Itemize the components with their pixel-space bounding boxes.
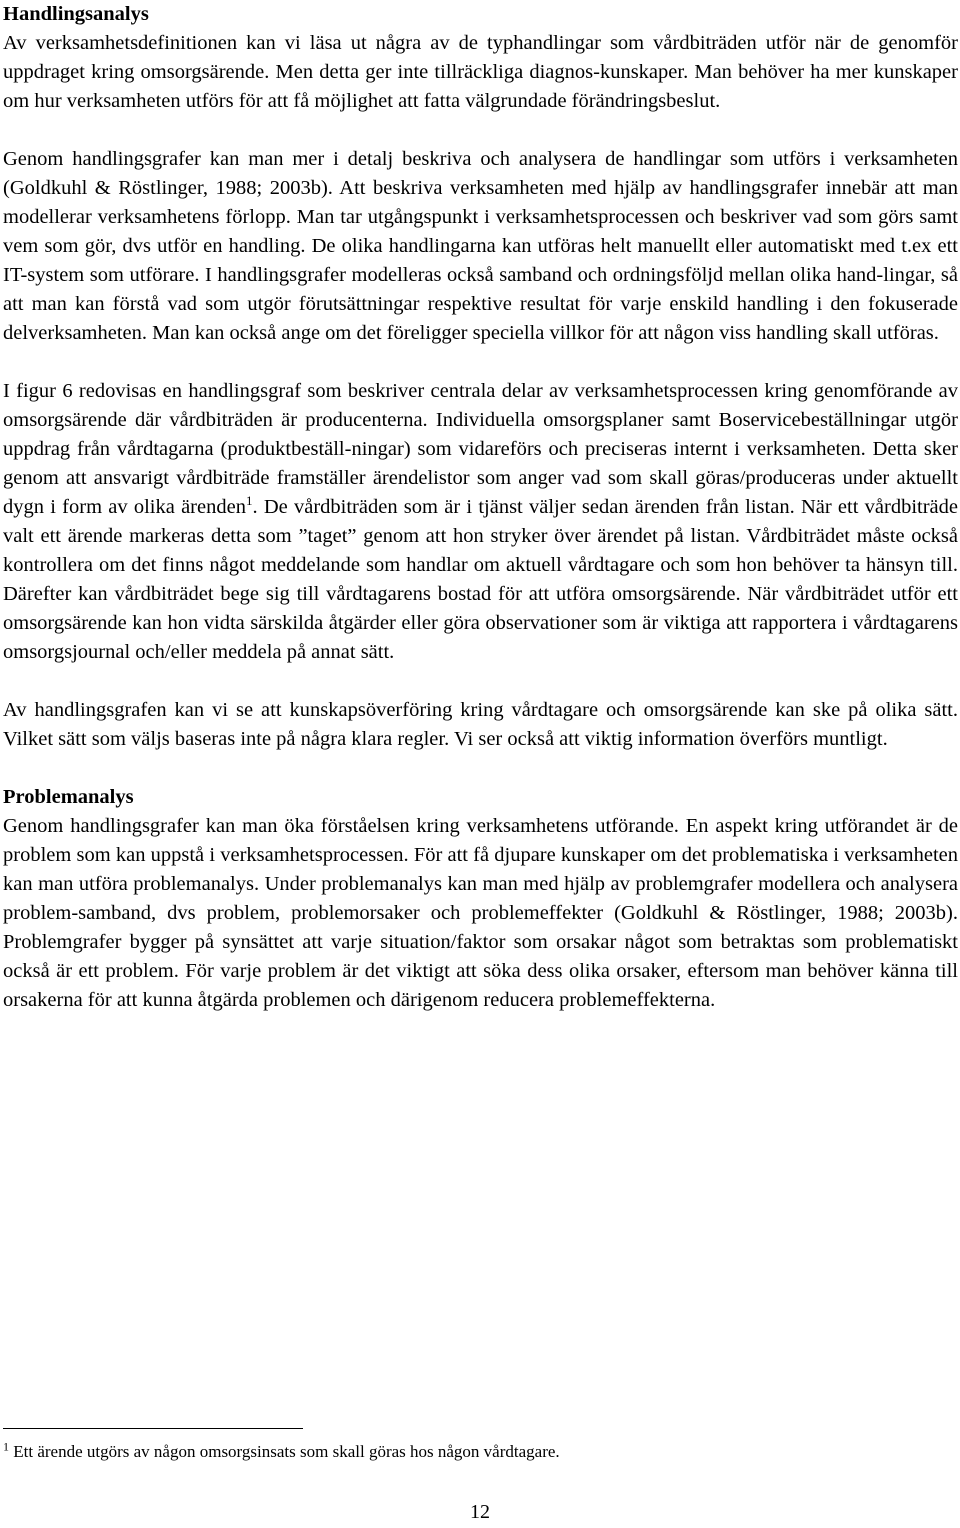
section-heading-problemanalys: Problemanalys bbox=[3, 786, 134, 808]
paragraph bbox=[3, 377, 958, 667]
footnote-marker: 1 bbox=[3, 1439, 9, 1454]
paragraph-text: I figur 6 redovisas en handlingsgraf som beskriver centrala delar av verksamhetsprocessen kring genomförande av omsorgsärende där vårdbiträden är producenterna. Individuella omsorgsplaner samt Boservicebeställningar utgör uppdrag från vårdtagarna (produktbeställ-ningar) som vidareförs och preciseras internt i verksamheten. Detta sker genom att ansvarigt vårdbiträde framställer ärendelistor som anger vad som skall göras/produceras under aktuellt dygn i form av olika ärenden bbox=[3, 380, 958, 518]
paragraph-gap bbox=[3, 667, 958, 696]
footnote-text: Ett ärende utgörs av någon omsorgsinsats som skall göras hos någon vårdtagare. bbox=[9, 1442, 560, 1461]
paragraph-gap bbox=[3, 754, 958, 783]
section-heading-handlingsanalys: Handlingsanalys bbox=[3, 3, 149, 25]
paragraph-gap bbox=[3, 348, 958, 377]
paragraph: Av handlingsgrafen kan vi se att kunskapsöverföring kring vårdtagare och omsorgsärende kan ske på olika sätt. Vilket sätt som väljs baseras inte på några klara regler. Vi ser också att viktig information överförs muntligt. bbox=[3, 699, 958, 750]
paragraph: Genom handlingsgrafer kan man öka förståelsen kring verksamhetens utförande. En aspekt kring utförandet är de problem som kan uppstå i verksamhetsprocessen. För att få djupare kunskaper om det problematiska i verksamheten kan man utföra problemanalys. Under problemanalys kan man med hjälp av problemgrafer modellera och analysera problem-samband, dvs problem, problemorsaker och problemeffekter (Goldkuhl & Röstlinger, 1988; 2003b). Problemgrafer bygger på synsättet att varje situation/faktor som orsakar något som betraktas som problematiskt också är ett problem. För varje problem är det viktigt att söka dess olika orsaker, eftersom man behöver känna till orsakerna för att kunna åtgärda problemen och därigenom reducera problemeffekterna. bbox=[3, 815, 958, 1011]
footnote bbox=[3, 1440, 903, 1464]
footnote-separator bbox=[3, 1428, 303, 1429]
page-number: 12 bbox=[470, 1501, 490, 1523]
paragraph-text: . De vårdbiträden som är i tjänst väljer sedan ärenden från listan. När ett vårdbiträde valt ett ärende markeras detta som ”taget” genom att hon stryker över ärendet på listan. Vårdbiträdet måste också kontrollera om det finns något meddelande som handlar om aktuell vårdtagare och som hon behöver ta hänsyn till. Därefter kan vårdbiträdet bege sig till vårdtagarens bostad för att utföra omsorgsärende. När vårdbiträdet utför ett omsorgsärende kan hon vidta särskilda åtgärder eller göra observationer som är viktiga att rapportera i vårdtagarens omsorgsjournal och/eller meddela på annat sätt. bbox=[3, 496, 958, 663]
paragraph: Av verksamhetsdefinitionen kan vi läsa ut några av de typhandlingar som vårdbiträden utför när de genomför uppdraget kring omsorgsärende. Men detta ger inte tillräckliga diagnos-kunskaper. Man behöver ha mer kunskaper om hur verksamheten utförs för att få möjlighet att fatta välgrundade förändringsbeslut. bbox=[3, 32, 958, 112]
document-page bbox=[3, 0, 958, 1015]
paragraph: Genom handlingsgrafer kan man mer i detalj beskriva och analysera de handlingar som utförs i verksamheten (Goldkuhl & Röstlinger, 1988; 2003b). Att beskriva verksamheten med hjälp av handlingsgrafer innebär att man modellerar verksamhetens förlopp. Man tar utgångspunkt i verksamhetsprocessen och beskriver vad som görs samt vem som gör, dvs utför en handling. De olika handlingarna kan utföras helt manuellt eller automatiskt med t.ex ett IT-system som utförare. I handlingsgrafer modelleras också samband och ordningsföljd mellan olika hand-lingar, så att man kan förstå vad som utgör förutsättningar respektive resultat för varje enskild handling i den fokuserade delverksamheten. Man kan också ange om det föreligger speciella villkor för att någon viss handling skall utföras. bbox=[3, 148, 958, 344]
footnote-reference: 1 bbox=[245, 493, 253, 509]
paragraph-gap bbox=[3, 116, 958, 145]
